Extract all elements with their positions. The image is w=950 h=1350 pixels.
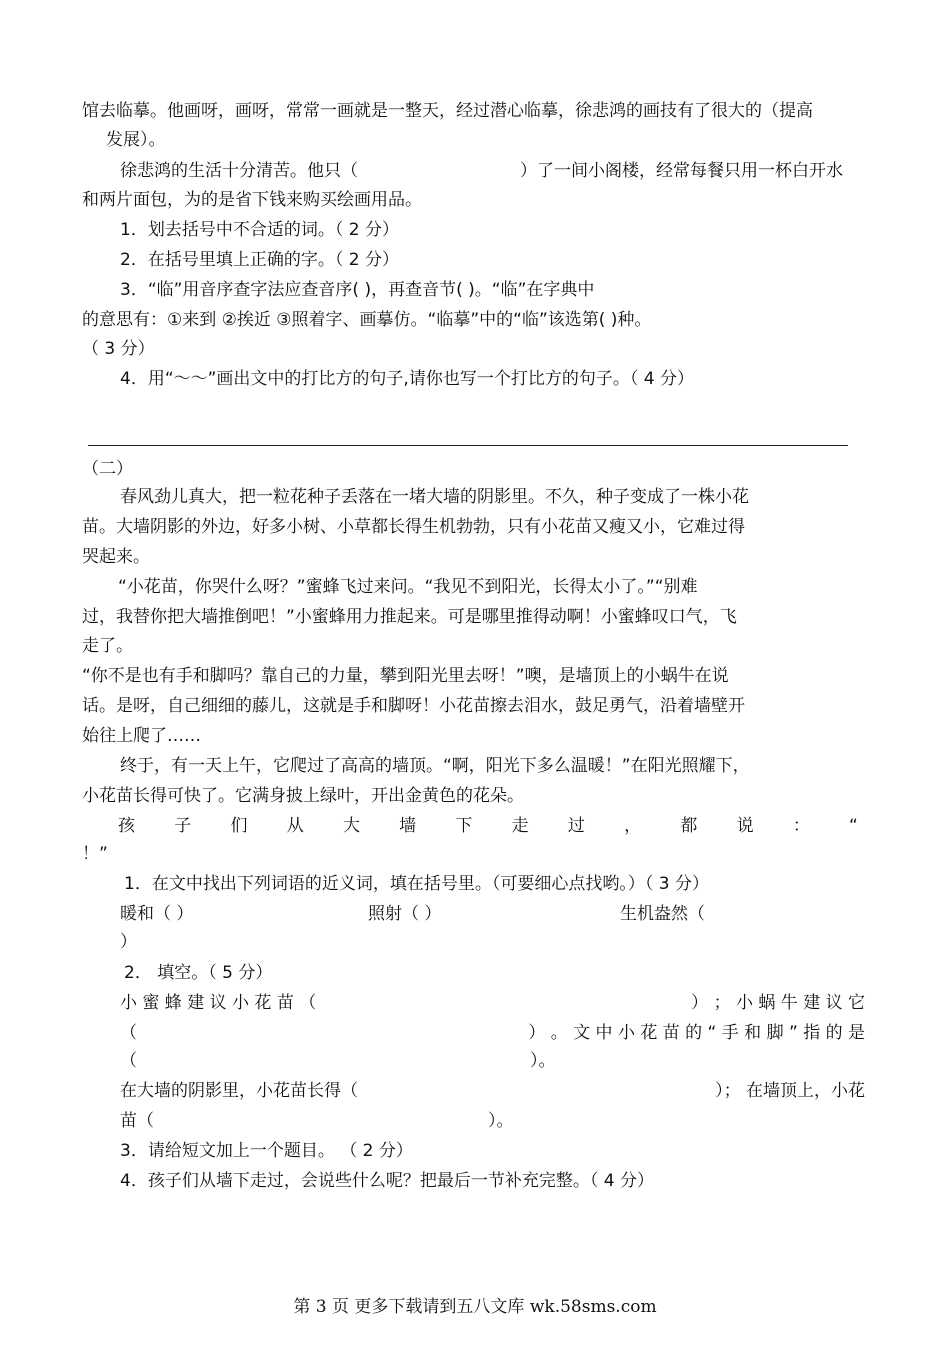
char: 走	[511, 816, 529, 836]
word-pair: 生机盎然（	[620, 904, 705, 924]
fill-line	[120, 992, 865, 1014]
passage1-line: 发展）。	[106, 130, 166, 150]
char: 们	[230, 816, 248, 836]
fill-text: ）。	[488, 1111, 514, 1131]
passage2-line: “小花苗，你哭什么呀？”蜜蜂飞过来问。“我见不到阳光，长得太小了。”“别难	[118, 577, 698, 597]
section-heading: （二）	[82, 459, 133, 479]
char: 说	[736, 816, 754, 836]
question-1: 1．在文中找出下列词语的近义词，填在括号里。（可要细心点找哟。）（ 3 分）	[124, 874, 709, 894]
passage2-line: 话。是呀，自己细细的藤儿，这就是手和脚呀！小花苗擦去泪水，鼓足勇气，沿着墙壁开	[82, 696, 745, 716]
passage2-last-line	[118, 815, 858, 837]
char: 子	[174, 816, 192, 836]
passage1-line: ）了一间小阁楼，经常每餐只用一杯白开水	[520, 161, 843, 181]
passage2-line: 走了。	[82, 636, 133, 656]
question-4: 4．用“～～”画出文中的打比方的句子,请你也写一个打比方的句子。（ 4 分）	[120, 369, 694, 389]
question-3: 3．“临”用音序查字法应查音序( )，再查音节( )。“临”在字典中	[120, 280, 595, 300]
char: 从	[286, 816, 304, 836]
passage2-line: “你不是也有手和脚吗？靠自己的力量，攀到阳光里去呀！”噢，是墙顶上的小蜗牛在说	[82, 666, 729, 686]
question-2: 2．在括号里填上正确的字。（ 2 分）	[120, 250, 399, 270]
passage1-line: 和两片面包，为的是省下钱来购买绘画用品。	[82, 190, 422, 210]
question-3-score: （ 3 分）	[82, 339, 155, 359]
passage2-line: ！”	[82, 844, 108, 864]
char: 过	[567, 816, 585, 836]
answer-line	[88, 445, 848, 446]
page-footer: 第 3 页 更多下载请到五八文库 wk.58sms.com	[293, 1297, 657, 1317]
fill-line	[120, 1022, 865, 1044]
question-3: 3．请给短文加上一个题目。 （ 2 分）	[120, 1141, 413, 1161]
char: ：	[792, 816, 810, 836]
question-1: 1．划去括号中不合适的词。（ 2 分）	[120, 220, 399, 240]
question-2: 2． 填空。（ 5 分）	[124, 963, 273, 983]
fill-text: ） 。 文 中 小 花 苗 的 “ 手 和 脚 ” 指 的 是	[528, 1023, 865, 1043]
word-pair: 暖和（ ）	[120, 904, 194, 924]
char: “	[849, 816, 858, 836]
char: 大	[342, 816, 360, 836]
passage2-line: 终于，有一天上午，它爬过了高高的墙顶。“啊，阳光下多么温暖！”在阳光照耀下，	[120, 756, 750, 776]
word-pair-close: ）	[120, 932, 137, 952]
passage1-line: 馆去临摹。他画呀，画呀，常常一画就是一整天，经过潜心临摹，徐悲鸿的画技有了很大的（提高	[82, 101, 813, 121]
passage2-line: 哭起来。	[82, 547, 150, 567]
fill-text: （	[120, 1023, 137, 1043]
passage1-line: 徐悲鸿的生活十分清苦。他只（	[120, 161, 358, 181]
fill-text: ）； 在墙顶上，小花	[715, 1081, 865, 1101]
fill-text: 小 蜜 蜂 建 议 小 花 苗 （	[120, 993, 317, 1013]
char: 墙	[399, 816, 417, 836]
fill-text: （	[120, 1051, 137, 1071]
fill-text: 苗（	[120, 1111, 154, 1131]
question-3-cont: 的意思有：①来到 ②挨近 ③照着字、画摹仿。“临摹”中的“临”该选第( )种。	[82, 310, 652, 330]
passage2-line: 过，我替你把大墙推倒吧！”小蜜蜂用力推起来。可是哪里推得动啊！小蜜蜂叹口气，飞	[82, 607, 737, 627]
char: ，	[624, 816, 642, 836]
passage2-line: 小花苗长得可快了。它满身披上绿叶，开出金黄色的花朵。	[82, 786, 524, 806]
fill-text: ） ； 小 蜗 牛 建 议 它	[691, 993, 865, 1013]
char: 下	[455, 816, 473, 836]
word-pair: 照射（ ）	[368, 904, 442, 924]
passage2-line: 苗。大墙阴影的外边，好多小树、小草都长得生机勃勃，只有小花苗又瘦又小，它难过得	[82, 517, 745, 537]
char: 孩	[118, 816, 135, 836]
passage2-line: 春风劲儿真大，把一粒花种子丢落在一堵大墙的阴影里。不久，种子变成了一株小花	[120, 487, 749, 507]
fill-line	[120, 1080, 865, 1102]
fill-text: 在大墙的阴影里，小花苗长得（	[120, 1081, 358, 1101]
char: 都	[680, 816, 698, 836]
question-4: 4．孩子们从墙下走过，会说些什么呢？把最后一节补充完整。（ 4 分）	[120, 1171, 654, 1191]
passage2-line: 始往上爬了……	[82, 726, 201, 746]
fill-text: ）。	[530, 1051, 556, 1071]
